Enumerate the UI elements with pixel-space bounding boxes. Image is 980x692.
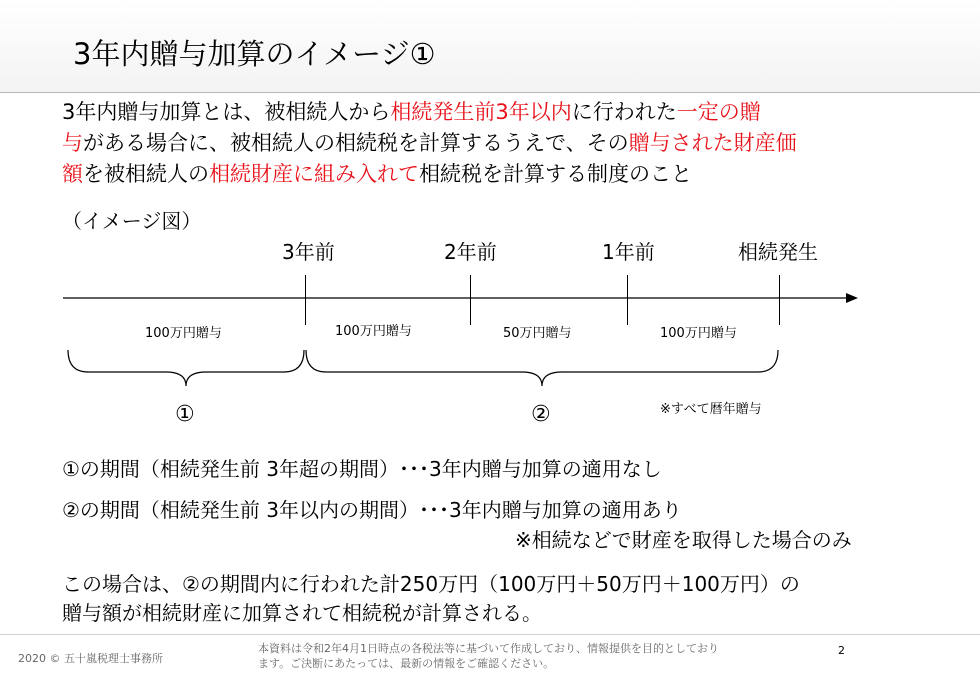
footer-disclaimer-line-2: ます。ご決断にあたっては、最新の情報をご確認ください。: [258, 657, 555, 670]
period-1-label: ①: [175, 402, 195, 427]
intro-highlight: 贈与された財産価: [628, 131, 797, 155]
intro-segment: に行われた: [571, 100, 677, 124]
calendar-year-gift-note: ※すべて暦年贈与: [660, 402, 762, 417]
intro-highlight: 額: [62, 162, 83, 186]
intro-segment: 相続税を計算する制度のこと: [419, 162, 692, 186]
gift-amount: 50万円贈与: [503, 326, 572, 341]
tick-1-year: [627, 275, 628, 325]
timeline-arrow: [0, 286, 880, 310]
page-number: 2: [838, 644, 845, 657]
intro-paragraph: [62, 97, 922, 190]
conclusion-line-2: 贈与額が相続財産に加算されて相続税が計算される。: [62, 601, 542, 625]
footer-copyright: 2020 © 五十嵐税理士事務所: [18, 652, 163, 665]
tick-inheritance: [779, 275, 780, 325]
label-inheritance-occurs: 相続発生: [738, 240, 818, 264]
gift-amount: 100万円贈与: [335, 324, 412, 339]
brace-period-1: [68, 350, 304, 386]
footer-divider: [0, 634, 980, 635]
gift-amount: 100万円贈与: [145, 326, 222, 341]
tick-3-years: [305, 275, 306, 325]
intro-segment: がある場合に、被相続人の相続税を計算するうえで、その: [83, 131, 629, 155]
gift-amount: 100万円贈与: [660, 326, 737, 341]
slide-title: 3年内贈与加算のイメージ①: [73, 37, 436, 71]
period-1-explanation: ①の期間（相続発生前 3年超の期間）･･･3年内贈与加算の適用なし: [62, 457, 662, 481]
intro-segment: 3年内贈与加算とは、被相続人から: [62, 100, 391, 124]
intro-highlight: 相続財産に組み入れて: [209, 162, 419, 186]
image-caption: （イメージ図）: [62, 209, 202, 233]
label-1-year-before: 1年前: [602, 240, 655, 264]
period-2-label: ②: [531, 402, 551, 427]
conclusion-line-1: この場合は、②の期間内に行われた計250万円（100万円＋50万円＋100万円）の: [62, 572, 800, 596]
label-2-years-before: 2年前: [444, 240, 497, 264]
tick-2-years: [470, 275, 471, 325]
period-2-note: ※相続などで財産を取得した場合のみ: [515, 528, 852, 552]
intro-highlight: 相続発生前3年以内: [390, 100, 572, 124]
title-divider: [0, 92, 980, 93]
intro-highlight: 与: [62, 131, 83, 155]
intro-highlight: 一定の贈: [676, 100, 761, 124]
label-3-years-before: 3年前: [282, 240, 335, 264]
period-braces: [0, 348, 800, 393]
intro-segment: を被相続人の: [83, 162, 209, 186]
period-2-explanation: ②の期間（相続発生前 3年以内の期間）･･･3年内贈与加算の適用あり: [62, 498, 682, 522]
brace-period-2: [306, 350, 778, 386]
footer-disclaimer-line-1: 本資料は令和2年4月1日時点の各税法等に基づいて作成しており、情報提供を目的としており: [258, 642, 719, 655]
